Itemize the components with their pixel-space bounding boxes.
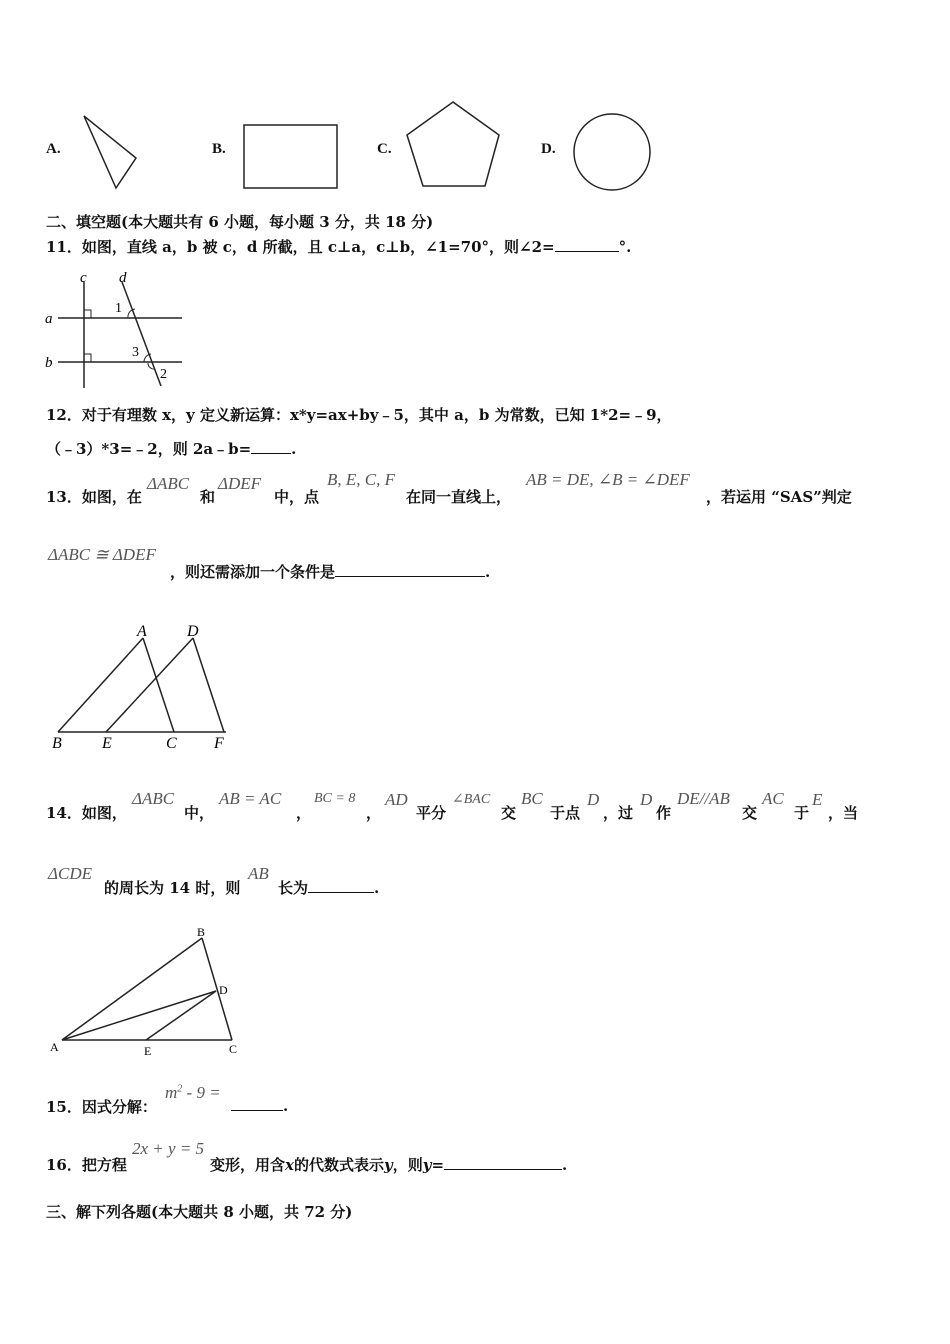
q13-math-congruent: ΔABC ≅ ΔDEF (48, 545, 156, 564)
q14-text-4: ， (366, 804, 382, 822)
q16-var-y2: y (422, 1156, 432, 1174)
q15-text: 因式分解： (81, 1098, 157, 1116)
q12-line2 (46, 438, 296, 459)
q11-label-1: 1 (115, 301, 122, 316)
q14-math-ac: AC (762, 789, 784, 808)
q11-label-2: 2 (160, 367, 167, 382)
q14-label-b: B (197, 925, 206, 939)
option-b-rectangle-figure (240, 122, 342, 192)
q12-text-2: （﹣3）*3=﹣2，则 2a﹣b= (46, 440, 252, 458)
option-c-pentagon-figure (402, 98, 504, 192)
q13-math-points: B, E, C, F (327, 470, 395, 489)
q14-math-angle-bac: ∠BAC (452, 792, 491, 807)
q13-line-end (170, 561, 490, 582)
q14-label-a: A (50, 1040, 59, 1054)
q14-math-ab-ac: AB = AC (219, 789, 282, 808)
q11-number: 11． (46, 238, 82, 256)
option-d-label: D. (541, 141, 556, 157)
q16-var-y: y (383, 1156, 393, 1174)
section2-heading: 二、填空题(本大题共有 6 小题，每小题 3 分，共 18 分) (46, 213, 434, 231)
q12-line1 (46, 404, 672, 425)
q14-text-13: 的周长为 14 时，则 (104, 879, 241, 897)
q14-text-12: ，当 (828, 804, 859, 822)
q13-label-e: E (102, 735, 112, 752)
q15-math-sup: 2 (177, 1083, 183, 1095)
q14-label-e: E (144, 1044, 152, 1058)
q13-text-6: ，则还需添加一个条件是 (170, 563, 336, 581)
q14-label-c: C (229, 1042, 238, 1056)
q11-line (46, 236, 631, 257)
option-c-label: C. (377, 141, 392, 157)
q14-text-5: 平分 (416, 804, 447, 822)
q13-text-2: 和 (200, 488, 216, 506)
q16-end: . (562, 1156, 568, 1174)
q13-label-c: C (166, 735, 177, 752)
q14-text-7: 于点 (550, 804, 581, 822)
q16-line-rest (210, 1154, 567, 1175)
q15-math-expression (165, 1083, 221, 1103)
q15-prefix (46, 1096, 157, 1117)
section3-heading: 三、解下列各题(本大题共 8 小题，共 72 分) (46, 1203, 353, 1221)
q14-text-1: 如图， (81, 804, 127, 822)
q14-text-14: 长为 (278, 879, 309, 897)
q14-math-cde: ΔCDE (48, 864, 92, 883)
q14-math-de-ab: DE//AB (677, 789, 730, 808)
q11-figure (40, 266, 190, 392)
q13-figure (46, 618, 246, 754)
q13-text-4: 在同一直线上， (406, 488, 512, 506)
q13-prefix (46, 486, 142, 507)
q14-math-ad: AD (385, 790, 408, 809)
q11-label-d: d (119, 270, 127, 286)
q11-end: °. (618, 238, 632, 256)
q13-label-f: F (214, 735, 224, 752)
q13-math-conditions: AB = DE, ∠B = ∠DEF (526, 470, 690, 489)
q16-text-5: = (431, 1156, 445, 1174)
option-a-label: A. (46, 141, 61, 157)
q13-label-a: A (137, 623, 147, 640)
q16-text-4: ，则 (392, 1156, 423, 1174)
q13-number: 13． (46, 488, 82, 506)
q13-answer-blank[interactable] (335, 562, 485, 577)
q16-answer-blank[interactable] (444, 1155, 562, 1170)
q14-text-9: 作 (656, 804, 672, 822)
q15-math-base: m (165, 1083, 178, 1102)
q14-text-2: 中， (184, 804, 215, 822)
q16-prefix (46, 1154, 127, 1175)
q14-figure (46, 922, 256, 1062)
q14-text-11: 于 (794, 804, 810, 822)
q14-text-3: ， (296, 804, 312, 822)
q14-answer-blank[interactable] (308, 878, 374, 893)
q14-math-bc-8: BC = 8 (314, 791, 356, 806)
q13-math-def: ΔDEF (218, 474, 262, 493)
q12-end: . (291, 440, 297, 458)
q14-math-bc: BC (521, 789, 543, 808)
q13-label-d: D (187, 623, 199, 640)
q14-math-d2: D (640, 790, 653, 809)
q11-label-a: a (45, 311, 53, 327)
q14-math-ab: AB (248, 864, 269, 883)
option-a-triangle-figure (80, 112, 142, 192)
q15-number: 15． (46, 1098, 82, 1116)
q11-label-c: c (80, 270, 87, 286)
q16-text-2: 变形，用含 (210, 1156, 286, 1174)
q14-end: . (374, 879, 380, 897)
q11-label-3: 3 (132, 345, 139, 360)
q16-var-x: x (285, 1156, 294, 1174)
q12-number: 12． (46, 406, 82, 424)
q11-answer-blank[interactable] (555, 237, 619, 252)
q15-end: . (283, 1097, 289, 1115)
q16-text-1: 把方程 (81, 1156, 127, 1174)
q16-text-3: 的代数式表示 (293, 1156, 384, 1174)
q13-text-5: ，若运用 “SAS”判定 (706, 488, 852, 506)
option-b-label: B. (212, 141, 226, 157)
q15-math-rest: - 9 = (182, 1083, 221, 1102)
q15-answer-blank[interactable] (231, 1096, 283, 1111)
q13-text-3: 中，点 (274, 488, 320, 506)
q13-end: . (485, 563, 491, 581)
q13-text-1: 如图，在 (81, 488, 142, 506)
q13-math-abc: ΔABC (147, 474, 190, 493)
q11-text: 如图，直线 a，b 被 c，d 所截，且 c⊥a，c⊥b，∠1=70°，则∠2= (81, 238, 555, 256)
q14-label-d: D (219, 983, 228, 997)
q14-line-end (278, 877, 379, 898)
q14-math-abc: ΔABC (132, 789, 175, 808)
q14-math-d1: D (587, 790, 600, 809)
q14-text-6: 交 (501, 804, 517, 822)
q15-line-end (231, 1096, 288, 1115)
q14-number: 14． (46, 804, 82, 822)
q14-math-e: E (812, 790, 823, 809)
q14-text-10: 交 (742, 804, 758, 822)
q13-label-b: B (52, 735, 62, 752)
q16-number: 16． (46, 1156, 82, 1174)
q11-label-b: b (45, 355, 53, 371)
q12-text-1: 对于有理数 x，y 定义新运算：x*y=ax+by﹣5，其中 a，b 为常数，已知 1*2=﹣9， (81, 406, 672, 424)
option-d-circle-figure (570, 110, 654, 194)
q14-prefix (46, 802, 127, 823)
q16-math-equation: 2x + y = 5 (132, 1139, 205, 1158)
q14-text-8: ，过 (603, 804, 634, 822)
q12-answer-blank[interactable] (251, 439, 291, 454)
